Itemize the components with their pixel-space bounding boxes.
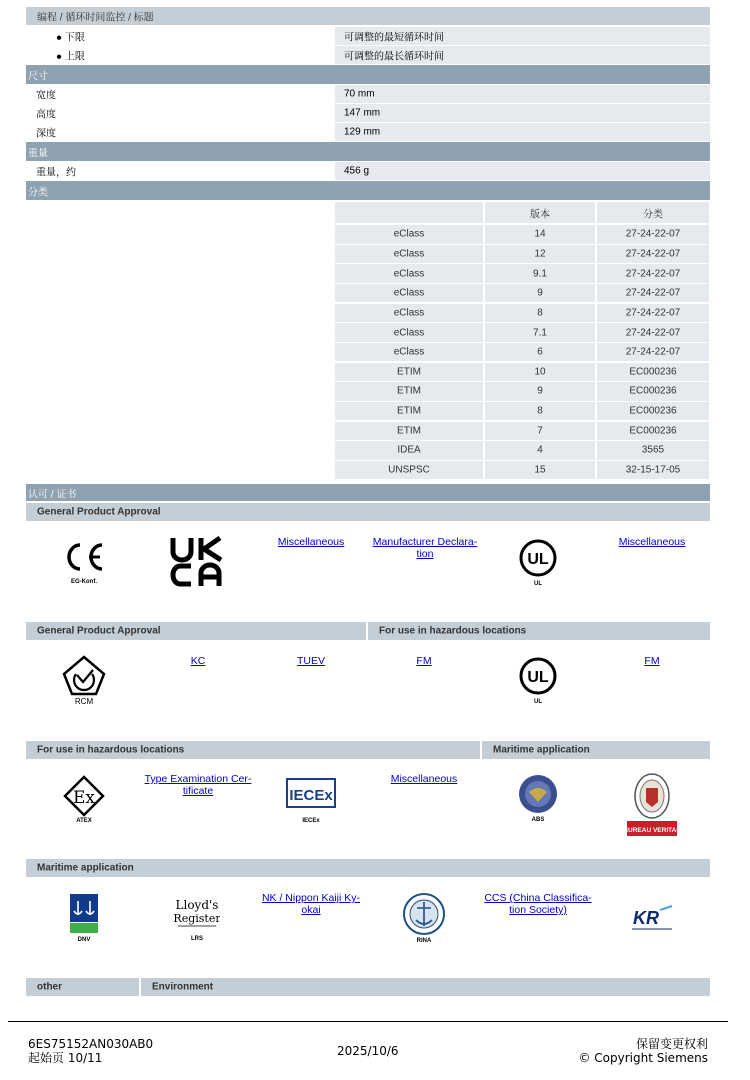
classification-cell: eClass xyxy=(335,343,483,362)
classification-cell: EC000236 xyxy=(597,363,709,382)
footer-date: 2025/10/6 xyxy=(337,1044,399,1058)
classification-cell: 7.1 xyxy=(485,323,595,342)
band4-header-maritime: Maritime application xyxy=(26,859,710,877)
classification-cell: 27-24-22-07 xyxy=(597,304,709,323)
svg-text:BUREAU VERITAS: BUREAU VERITAS xyxy=(624,827,680,834)
classification-header-system xyxy=(335,202,483,223)
band3-header-hazardous: For use in hazardous locations xyxy=(26,741,480,759)
ukca-mark-logo xyxy=(170,536,224,588)
classification-cell: eClass xyxy=(335,264,483,283)
classification-cell: 4 xyxy=(485,441,595,460)
limit-lower-value: 可调整的最短循环时间 xyxy=(344,32,444,44)
classification-cell: eClass xyxy=(335,225,483,244)
link-kc[interactable]: KC xyxy=(190,655,206,667)
weight-value: 456 g xyxy=(344,165,370,177)
abs-mark-logo xyxy=(516,774,560,824)
height-value: 147 mm xyxy=(344,107,381,119)
svg-text:LRS: LRS xyxy=(191,936,203,942)
atex-mark-icon xyxy=(62,774,106,824)
band5-header-environment: Environment xyxy=(141,978,710,996)
classification-cell: eClass xyxy=(335,245,483,264)
classification-cell: 27-24-22-07 xyxy=(597,284,709,303)
footer-rights: 保留变更权利 xyxy=(635,1037,708,1051)
footer-right xyxy=(578,1037,708,1065)
ul-mark-icon xyxy=(518,538,558,588)
classification-cell: 6 xyxy=(485,343,595,362)
svg-text:UL: UL xyxy=(527,669,549,686)
limit-lower-label: ● 下限 xyxy=(56,32,85,44)
header-row xyxy=(26,7,710,25)
ul-hazardous-icon xyxy=(518,656,558,706)
section-weight xyxy=(26,142,710,161)
classification-cell: 9.1 xyxy=(485,264,595,283)
classification-cell: ETIM xyxy=(335,402,483,421)
svg-text:UL: UL xyxy=(534,581,542,587)
classification-cell: 10 xyxy=(485,363,595,382)
classification-cell: EC000236 xyxy=(597,422,709,441)
section-approvals xyxy=(26,484,710,501)
header-row-label: 编程 / 循环时间监控 / 标题 xyxy=(37,12,154,24)
korean-register-icon xyxy=(630,904,674,932)
limit-upper-value: 可调整的最长循环时间 xyxy=(344,51,444,63)
classification-cell: eClass xyxy=(335,284,483,303)
classification-cell: 9 xyxy=(485,284,595,303)
classification-cell: 27-24-22-07 xyxy=(597,264,709,283)
rcm-mark-icon xyxy=(56,654,112,706)
dnv-mark-logo xyxy=(69,893,99,943)
band1-header-general: General Product Approval xyxy=(26,503,710,521)
svg-text:DNV: DNV xyxy=(77,937,91,943)
section-classification-title: 分类 xyxy=(28,187,48,198)
classification-cell: 27-24-22-07 xyxy=(597,225,709,244)
iecex-mark-logo xyxy=(286,778,336,826)
band3-header-maritime: Maritime application xyxy=(482,741,710,759)
classification-cell: 12 xyxy=(485,245,595,264)
svg-text:UL: UL xyxy=(534,699,542,705)
band5-header-other: other xyxy=(26,978,139,996)
link-china-classification-society[interactable]: CCS (China Classifica-tion Society) xyxy=(484,892,592,916)
width-value: 70 mm xyxy=(344,88,375,100)
lloyds-register-logo xyxy=(174,895,220,943)
svg-text:UL: UL xyxy=(527,551,549,568)
korean-register-logo xyxy=(630,904,674,932)
classification-cell: 3565 xyxy=(597,441,709,460)
classification-cell: UNSPSC xyxy=(335,461,483,480)
classification-cell: IDEA xyxy=(335,441,483,460)
classification-cell: ETIM xyxy=(335,422,483,441)
link-type-examination[interactable]: Type Examination Cer-tificate xyxy=(144,773,252,797)
classification-header-class: 分类 xyxy=(597,202,709,223)
band2-header-hazardous: For use in hazardous locations xyxy=(368,622,710,640)
atex-mark-logo xyxy=(62,774,106,824)
ce-mark-icon xyxy=(62,540,106,586)
link-fm-1[interactable]: FM xyxy=(416,655,432,667)
limit-upper-label: ● 上限 xyxy=(56,51,85,63)
classification-cell: 7 xyxy=(485,422,595,441)
classification-cell: ETIM xyxy=(335,382,483,401)
depth-label: 深度 xyxy=(36,128,56,140)
classification-cell: 27-24-22-07 xyxy=(597,343,709,362)
link-miscellaneous-2[interactable]: Miscellaneous xyxy=(618,536,686,548)
svg-text:RINA: RINA xyxy=(416,938,432,944)
classification-cell: 15 xyxy=(485,461,595,480)
bureau-veritas-logo xyxy=(624,772,680,838)
section-weight-title: 重量 xyxy=(28,148,48,159)
section-dimensions-title: 尺寸 xyxy=(28,71,48,82)
section-approvals-title: 认可 / 证书 xyxy=(28,489,77,500)
rina-mark-logo xyxy=(402,892,446,944)
link-miscellaneous-3[interactable]: Miscellaneous xyxy=(390,773,458,785)
rcm-mark-logo xyxy=(56,654,112,706)
svg-text:IECEx: IECEx xyxy=(302,818,320,824)
svg-text:RCM: RCM xyxy=(74,697,94,706)
footer-order-number: 6ES75152AN030AB0 xyxy=(28,1037,154,1051)
rina-mark-icon xyxy=(402,892,446,944)
footer-divider xyxy=(8,1021,728,1022)
dnv-mark-icon xyxy=(69,893,99,943)
classification-cell: 27-24-22-07 xyxy=(597,245,709,264)
height-label: 高度 xyxy=(36,109,56,121)
classification-cell: 8 xyxy=(485,304,595,323)
classification-cell: 32-15-17-05 xyxy=(597,461,709,480)
classification-cell: ETIM xyxy=(335,363,483,382)
link-miscellaneous-1[interactable]: Miscellaneous xyxy=(277,536,345,548)
classification-cell: 27-24-22-07 xyxy=(597,323,709,342)
footer-page-number: 起始页 10/11 xyxy=(28,1051,103,1065)
link-manufacturer-declaration[interactable]: Manufacturer Declara-tion xyxy=(372,536,478,560)
ukca-mark-icon xyxy=(170,536,224,588)
footer-copyright: © Copyright Siemens xyxy=(578,1051,708,1065)
iecex-mark-icon xyxy=(286,778,336,826)
lloyds-register-icon xyxy=(174,895,220,943)
footer-left xyxy=(28,1037,153,1065)
weight-row xyxy=(26,162,710,180)
link-fm-2[interactable]: FM xyxy=(644,655,660,667)
ul-hazardous-logo xyxy=(518,656,558,706)
width-label: 宽度 xyxy=(36,90,56,102)
limit-row-upper xyxy=(26,46,710,64)
classification-cell: EC000236 xyxy=(597,382,709,401)
svg-text:IECEx: IECEx xyxy=(289,787,333,804)
svg-text:EG-Konf.: EG-Konf. xyxy=(71,579,97,585)
classification-cell: 8 xyxy=(485,402,595,421)
classification-cell: eClass xyxy=(335,304,483,323)
ce-mark-logo xyxy=(62,540,106,586)
weight-label: 重量，约 xyxy=(36,167,76,179)
dimension-row-height xyxy=(26,104,710,122)
depth-value: 129 mm xyxy=(344,126,381,138)
bureau-veritas-icon xyxy=(624,772,680,838)
classification-cell: 14 xyxy=(485,225,595,244)
classification-cell: eClass xyxy=(335,323,483,342)
section-classification xyxy=(26,181,710,200)
svg-text:KR: KR xyxy=(633,908,659,928)
dimension-row-width xyxy=(26,85,710,103)
svg-text:ATEX: ATEX xyxy=(76,818,92,824)
svg-text:Lloyd's: Lloyd's xyxy=(175,898,219,912)
link-nippon-kaiji-kyokai[interactable]: NK / Nippon Kaiji Ky-okai xyxy=(261,892,361,916)
svg-text:Register: Register xyxy=(174,912,220,925)
ul-mark-logo xyxy=(518,538,558,588)
svg-text:ABS: ABS xyxy=(531,817,545,823)
classification-header-version: 版本 xyxy=(485,202,595,223)
section-dimensions xyxy=(26,65,710,84)
classification-cell: 9 xyxy=(485,382,595,401)
band2-header-general: General Product Approval xyxy=(26,622,366,640)
limit-row-lower xyxy=(26,27,710,45)
dimension-row-depth xyxy=(26,123,710,141)
svg-text:Ex: Ex xyxy=(73,788,95,808)
link-tuev[interactable]: TUEV xyxy=(296,655,325,667)
classification-cell: EC000236 xyxy=(597,402,709,421)
abs-mark-icon xyxy=(516,774,560,824)
